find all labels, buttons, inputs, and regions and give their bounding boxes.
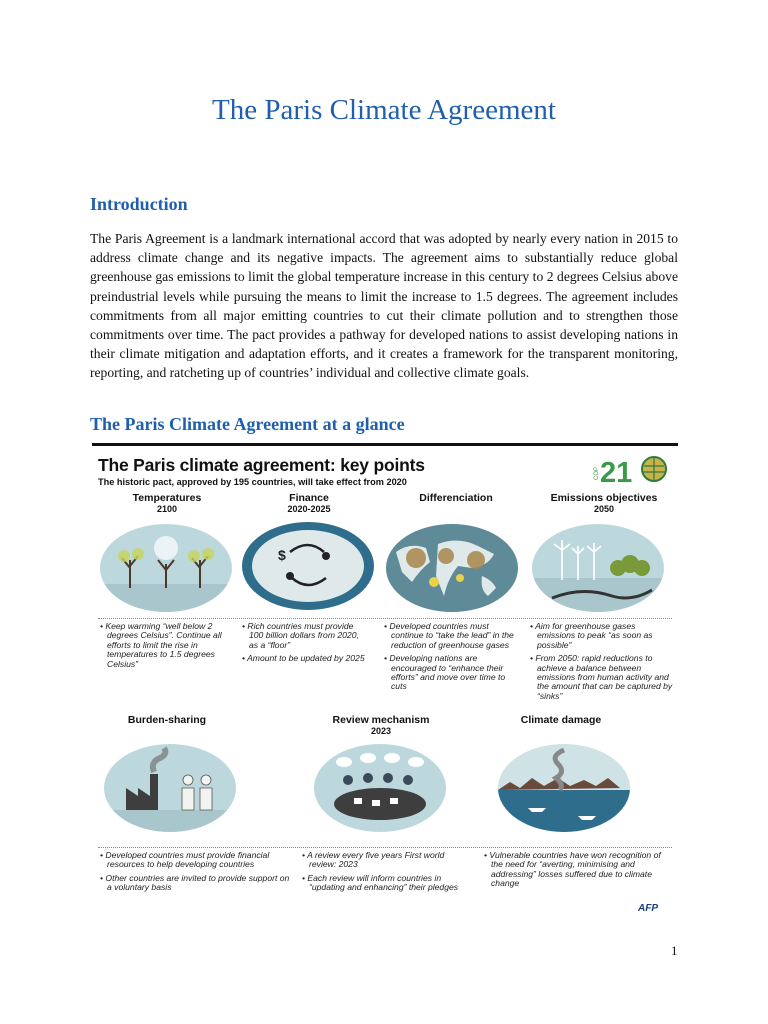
- meeting-table-icon: [314, 744, 446, 832]
- panel-climate-damage: Climate damage: [520, 714, 602, 726]
- tornado-icon: [498, 744, 630, 832]
- infographic-subtitle: The historic pact, approved by 195 countries, will take effect from 2020: [98, 477, 407, 487]
- people-icon: [182, 775, 212, 810]
- panel-temperatures: Temperatures 2100: [132, 492, 202, 514]
- cop21-logo: [590, 452, 670, 488]
- glance-heading: The Paris Climate Agreement at a glance: [90, 414, 405, 434]
- panel-burden-sharing: Burden-sharing: [127, 714, 207, 726]
- page-number: 1: [671, 943, 678, 958]
- panel-emissions: Emissions objectives 2050: [550, 492, 658, 514]
- finance-illustration: [242, 522, 374, 610]
- divider-row1: [98, 618, 672, 619]
- divider-row2: [98, 847, 672, 848]
- document-title: The Paris Climate Agreement: [212, 94, 556, 126]
- climate-damage-illustration: [498, 744, 630, 832]
- burden-sharing-bullets: • Developed countries must provide financial resources to help developing countries • Other countries are invited to provide support on a voluntary basis: [100, 850, 290, 893]
- panel-finance: Finance 2020-2025: [287, 492, 331, 514]
- differenciation-bullets: • Developed countries must continue to “take the lead” in the reduction of greenhouse gases • Developing nations are encouraged to “enhance their efforts” and move over time to cuts: [384, 621, 514, 692]
- intro-paragraph: The Paris Agreement is a landmark international accord that was adopted by nearly every nation in 2015 to address climate change and its negative impacts. The agreement aims to substantially reduce global greenhouse gas emissions to limit the global temperature increase in this century to 2 degrees Celsius above preindustrial levels while pursuing the means to limit the increase to 1.5 degrees. The agreement includes commitments from all major emitting countries to cut their climate pollution and to strengthen those commitments over time. The pact provides a pathway for developed nations to assist developing nations in their climate mitigation and adaptation efforts, and it creates a framework for the transparent monitoring, reporting, and ratcheting up of countries’ individual and collective climate goals.: [90, 231, 678, 381]
- emissions-bullets: • Aim for greenhouse gases emissions to peak “as soon as possible” • From 2050: rapid reductions to achieve a balance between emissions from human activity and the amount that can be captured by “sinks”: [530, 621, 673, 701]
- dead-tree-icon: [100, 524, 232, 612]
- burden-sharing-illustration: [104, 744, 236, 832]
- infographic-title: The Paris climate agreement: key points: [98, 455, 425, 475]
- afp-credit: AFP: [638, 903, 658, 914]
- wind-turbine-icon: [532, 524, 664, 612]
- money-cycle-icon: [242, 522, 374, 610]
- temperatures-illustration: [100, 524, 232, 612]
- review-mechanism-illustration: [314, 744, 446, 832]
- panel-review-mechanism: Review mechanism 2023: [332, 714, 430, 736]
- temperatures-bullets: • Keep warming “well below 2 degrees Celsius”. Continue all efforts to limit the rise in temperatures to 1.5 degrees Celsius”: [100, 621, 222, 669]
- panel-differenciation: Differenciation: [419, 492, 493, 504]
- svg-text:$: $: [278, 547, 286, 563]
- intro-heading: Introduction: [90, 194, 188, 214]
- world-map-icon: [386, 524, 518, 612]
- finance-bullets: • Rich countries must provide 100 billion dollars from 2020, as a “floor” • Amount to be updated by 2025: [242, 621, 365, 664]
- cop-label: COP: [594, 466, 600, 480]
- factory-icon: [104, 744, 236, 832]
- infographic: [92, 443, 678, 916]
- differenciation-illustration: [386, 524, 518, 612]
- review-mechanism-bullets: • A review every five years First world review: 2023 • Each review will inform countries in “updating and enhancing” their pledges: [302, 850, 459, 893]
- climate-damage-bullets: • Vulnerable countries have won recognition of the need for “averting, minimising and addressing” losses suffered due to climate change: [484, 850, 661, 889]
- cop-number: 21: [600, 457, 633, 488]
- emissions-illustration: [532, 524, 664, 612]
